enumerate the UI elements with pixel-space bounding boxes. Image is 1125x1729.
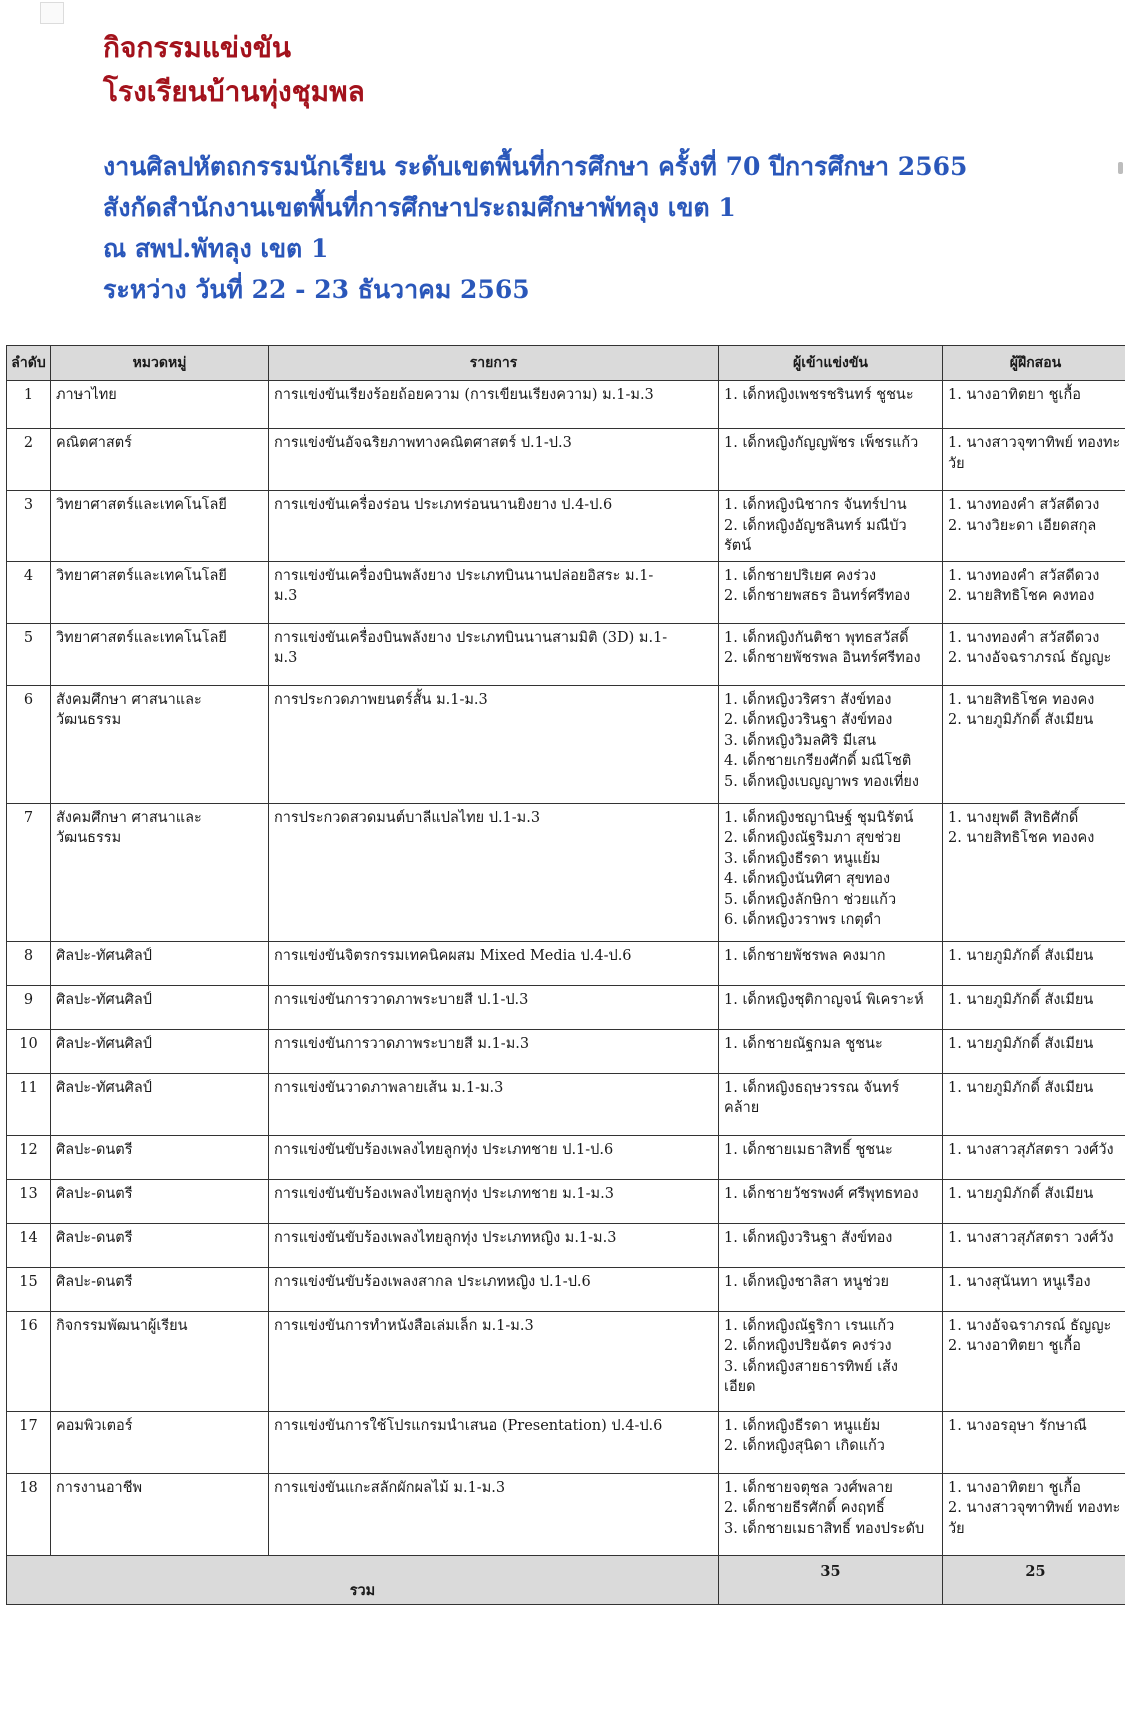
category-cell: ศิลปะ-ดนตรี: [51, 1179, 269, 1223]
competitors-cell-line: 4. เด็กชายเกรียงศักดิ์ มณีโชติ: [724, 753, 912, 769]
row-number: 10: [7, 1029, 51, 1073]
teachers-cell-line: 1. นางทองคำ สวัสดีดวง: [948, 629, 1100, 646]
competitors-cell: [719, 1179, 943, 1223]
corner-placeholder-box: [40, 2, 64, 24]
competitors-cell-line: 1. เด็กชายจตุชล วงศ์พลาย: [724, 1479, 893, 1496]
competitors-cell-line: 6. เด็กหญิงวราพร เกตุดำ: [724, 912, 882, 928]
teachers-cell: [943, 561, 1125, 623]
table-row: [7, 1135, 1125, 1179]
competitors-cell-line: 2. เด็กชายพสธร อินทร์ศรีทอง: [724, 588, 911, 604]
category-cell: วิทยาศาสตร์และเทคโนโลยี: [51, 491, 269, 562]
competitors-cell-line: 2. เด็กชายธีรศักดิ์ คงฤทธิ์: [724, 1500, 885, 1516]
item-cell: [269, 561, 719, 623]
item-cell: [269, 1311, 719, 1411]
teachers-cell-line: 2. นางอัจฉราภรณ์ ธัญญะ: [948, 650, 1112, 666]
item-cell-line: การแข่งขันการวาดภาพระบายสี ม.1-ม.3: [274, 1035, 530, 1052]
competitors-cell: [719, 623, 943, 685]
row-number: 7: [7, 803, 51, 941]
teachers-cell: [943, 1179, 1125, 1223]
competitors-cell: [719, 1073, 943, 1135]
table-row: [7, 803, 1125, 941]
teachers-cell-line: 2. นายสิทธิโชค คงทอง: [948, 588, 1095, 604]
item-cell: [269, 1029, 719, 1073]
competitors-cell: [719, 381, 943, 429]
competitors-cell-line: 1. เด็กชายเมธาสิทธิ์ ชูชนะ: [724, 1141, 893, 1158]
category-cell: ศิลปะ-ทัศนศิลป์: [51, 941, 269, 985]
competitors-cell-line: 3. เด็กชายเมธาสิทธิ์ ทองประดับ: [724, 1520, 925, 1537]
item-cell: [269, 985, 719, 1029]
item-cell-line: การแข่งขันเครื่องบินพลังยาง ประเภทบินนานสามมิติ (3D) ม.1-: [274, 629, 668, 646]
competitors-cell-line: 1. เด็กชายวัชรพงศ์ ศรีพุทธทอง: [724, 1185, 919, 1202]
competitors-cell-line: 2. เด็กหญิงณัฐริมภา สุขช่วย: [724, 830, 901, 846]
competitors-cell-line: 1. เด็กชายปริเยศ คงร่วง: [724, 567, 877, 584]
teachers-cell-line: วัย: [948, 1520, 965, 1537]
item-cell-line: การแข่งขันแกะสลักผักผลไม้ ม.1-ม.3: [274, 1479, 506, 1496]
event-line-4: ระหว่าง วันที่ 22 - 23 ธันวาคม 2565: [103, 275, 530, 304]
table-row: [7, 1311, 1125, 1411]
col-header-competitors: ผู้เข้าแข่งขัน: [719, 346, 943, 381]
event-line-2: สังกัดสำนักงานเขตพื้นที่การศึกษาประถมศึกษาพัทลุง เขต 1: [103, 193, 736, 222]
item-cell: [269, 1223, 719, 1267]
competitors-cell-line: 3. เด็กหญิงธีรดา หนูแย้ม: [724, 850, 881, 867]
row-number: 15: [7, 1267, 51, 1311]
teachers-cell-line: 2. นางอาทิตยา ชูเกื้อ: [948, 1338, 1081, 1354]
title-line-2: โรงเรียนบ้านทุ่งชุมพล: [103, 75, 365, 108]
item-cell: [269, 1473, 719, 1555]
competitors-cell: [719, 1267, 943, 1311]
teachers-cell-line: 2. นางสาวจุฑาทิพย์ ทองทะ: [948, 1500, 1121, 1516]
competitors-cell: [719, 429, 943, 491]
category-cell: ศิลปะ-ทัศนศิลป์: [51, 985, 269, 1029]
teachers-cell-line: 1. นางสาวสุภัสตรา วงศ์วัง: [948, 1141, 1114, 1158]
competitors-cell: [719, 985, 943, 1029]
competitors-cell-line: คล้าย: [724, 1100, 760, 1116]
item-cell: [269, 429, 719, 491]
row-number: 4: [7, 561, 51, 623]
competitors-cell: [719, 1411, 943, 1473]
teachers-cell: [943, 1073, 1125, 1135]
teachers-cell: [943, 491, 1125, 562]
item-cell-line: การประกวดสวดมนต์บาลีแปลไทย ป.1-ม.3: [274, 809, 541, 826]
teachers-cell-line: 1. นายภูมิภักดิ์ สังเมียน: [948, 1185, 1094, 1202]
competitors-cell-line: 3. เด็กหญิงสายธารทิพย์ เส้ง: [724, 1358, 898, 1375]
item-cell-line: การแข่งขันจิตรกรรมเทคนิคผสม Mixed Media ป.4-ป.6: [274, 947, 632, 964]
competitors-cell: [719, 941, 943, 985]
edge-mark: [1118, 162, 1123, 174]
competitors-cell-line: 1. เด็กหญิงชุติกาญจน์ พิเคราะห์: [724, 991, 924, 1008]
item-cell-line: การแข่งขันวาดภาพลายเส้น ม.1-ม.3: [274, 1079, 504, 1096]
table-row: [7, 1029, 1125, 1073]
competitors-cell: [719, 491, 943, 562]
table-row: [7, 941, 1125, 985]
competitors-cell-line: 1. เด็กหญิงณัฐริกา เรนแก้ว: [724, 1317, 895, 1334]
competitors-cell-line: 2. เด็กชายพัชรพล อินทร์ศรีทอง: [724, 650, 921, 666]
competitors-cell-line: 2. เด็กหญิงอัญชลินทร์ มณีบัว: [724, 517, 907, 534]
item-cell-line: การแข่งขันขับร้องเพลงสากล ประเภทหญิง ป.1-ป.6: [274, 1273, 591, 1290]
item-cell-line: การแข่งขันขับร้องเพลงไทยลูกทุ่ง ประเภทชาย ป.1-ป.6: [274, 1141, 614, 1158]
competitors-cell-line: 1. เด็กหญิงชญานิษฐ์ ชุมนิรัตน์: [724, 809, 914, 826]
table-row: [7, 623, 1125, 685]
category-cell: ศิลปะ-ดนตรี: [51, 1223, 269, 1267]
item-cell-line: การแข่งขันเครื่องร่อน ประเภทร่อนนานยิงยาง ป.4-ป.6: [274, 497, 613, 513]
table-row: [7, 1073, 1125, 1135]
table-row: [7, 985, 1125, 1029]
teachers-cell-line: 1. นายภูมิภักดิ์ สังเมียน: [948, 991, 1094, 1008]
teachers-cell-line: 2. นายสิทธิโชค ทองคง: [948, 830, 1095, 846]
category-cell: สังคมศึกษา ศาสนาและวัฒนธรรม: [51, 803, 269, 941]
competitors-cell-line: 1. เด็กหญิงกันติชา พุทธสวัสดิ์: [724, 629, 909, 646]
teachers-cell-line: วัย: [948, 455, 965, 472]
item-cell-line: การแข่งขันเครื่องบินพลังยาง ประเภทบินนานปล่อยอิสระ ม.1-: [274, 567, 654, 584]
competitors-cell-line: 2. เด็กหญิงวรินฐา สังข์ทอง: [724, 712, 893, 728]
teachers-cell: [943, 381, 1125, 429]
category-cell: ศิลปะ-ดนตรี: [51, 1135, 269, 1179]
teachers-cell: [943, 1029, 1125, 1073]
row-number: 18: [7, 1473, 51, 1555]
teachers-cell-line: 1. นางทองคำ สวัสดีดวง: [948, 567, 1100, 584]
row-number: 11: [7, 1073, 51, 1135]
item-cell: [269, 381, 719, 429]
teachers-cell-line: 1. นางสาวจุฑาทิพย์ ทองทะ: [948, 435, 1121, 451]
school-title: [103, 26, 365, 114]
table-header-row: [7, 346, 1125, 381]
competitors-cell: [719, 1311, 943, 1411]
teachers-cell-line: 1. นางสาวสุภัสตรา วงศ์วัง: [948, 1229, 1114, 1246]
category-cell: ภาษาไทย: [51, 381, 269, 429]
category-cell: ศิลปะ-ทัศนศิลป์: [51, 1029, 269, 1073]
item-cell-line: การแข่งขันอัจฉริยภาพทางคณิตศาสตร์ ป.1-ป.3: [274, 435, 572, 451]
competitors-cell: [719, 685, 943, 803]
teachers-cell-line: 1. นางอรอุษา รักษาณี: [948, 1417, 1087, 1434]
item-cell: [269, 685, 719, 803]
competitors-cell: [719, 1029, 943, 1073]
teachers-cell: [943, 1135, 1125, 1179]
title-line-1: กิจกรรมแข่งขัน: [103, 31, 291, 64]
teachers-cell: [943, 429, 1125, 491]
table-row: [7, 1267, 1125, 1311]
competitors-cell-line: 1. เด็กชายณัฐกมล ชูชนะ: [724, 1035, 883, 1052]
competitors-cell-line: 3. เด็กหญิงวิมลศิริ มีเสน: [724, 732, 877, 749]
row-number: 13: [7, 1179, 51, 1223]
item-cell-line: การแข่งขันขับร้องเพลงไทยลูกทุ่ง ประเภทชาย ม.1-ม.3: [274, 1185, 614, 1202]
item-cell-line: การประกวดภาพยนตร์สั้น ม.1-ม.3: [274, 691, 488, 708]
total-competitors: 35: [719, 1555, 943, 1604]
item-cell: [269, 1135, 719, 1179]
row-number: 16: [7, 1311, 51, 1411]
item-cell-line: การแข่งขันเรียงร้อยถ้อยความ (การเขียนเรียงความ) ม.1-ม.3: [274, 387, 654, 403]
competitors-cell-line: 1. เด็กหญิงเพชรชรินทร์ ชูชนะ: [724, 387, 914, 403]
competitors-cell-line: รัตน์: [724, 538, 752, 554]
teachers-cell-line: 1. นายภูมิภักดิ์ สังเมียน: [948, 947, 1094, 964]
item-cell: [269, 491, 719, 562]
item-cell: [269, 803, 719, 941]
competitors-cell-line: 1. เด็กหญิงธีรดา หนูแย้ม: [724, 1417, 881, 1434]
results-table: [6, 345, 1125, 1605]
teachers-cell-line: 1. นางอาทิตยา ชูเกื้อ: [948, 1479, 1081, 1496]
row-number: 6: [7, 685, 51, 803]
competitors-cell-line: 2. เด็กหญิงสุนิดา เกิดแก้ว: [724, 1438, 885, 1454]
table-row: [7, 429, 1125, 491]
competitors-cell-line: 1. เด็กหญิงนิชากร จันทร์ปาน: [724, 497, 907, 513]
item-cell-line: การแข่งขันการวาดภาพระบายสี ป.1-ป.3: [274, 991, 529, 1008]
row-number: 14: [7, 1223, 51, 1267]
category-cell: วิทยาศาสตร์และเทคโนโลยี: [51, 561, 269, 623]
teachers-cell-line: 1. นายภูมิภักดิ์ สังเมียน: [948, 1035, 1094, 1052]
competitors-cell-line: 1. เด็กหญิงวรินฐา สังข์ทอง: [724, 1229, 893, 1246]
col-header-item: รายการ: [269, 346, 719, 381]
table-row: [7, 1411, 1125, 1473]
teachers-cell: [943, 941, 1125, 985]
item-cell-line: การแข่งขันการทำหนังสือเล่มเล็ก ม.1-ม.3: [274, 1317, 534, 1334]
item-cell: [269, 941, 719, 985]
competitors-cell-line: 1. เด็กหญิงกัญญพัชร เพ็ชรแก้ว: [724, 435, 919, 451]
category-cell: คณิตศาสตร์: [51, 429, 269, 491]
event-info: [103, 146, 967, 310]
col-header-teachers: ผู้ฝึกสอน: [943, 346, 1125, 381]
teachers-cell-line: 1. นางยุพดี สิทธิศักดิ์: [948, 809, 1079, 826]
teachers-cell: [943, 1411, 1125, 1473]
item-cell: [269, 1073, 719, 1135]
teachers-cell-line: 1. นางทองคำ สวัสดีดวง: [948, 497, 1100, 513]
table-row: [7, 1223, 1125, 1267]
row-number: 5: [7, 623, 51, 685]
competitors-cell-line: 4. เด็กหญิงนันทิศา สุขทอง: [724, 871, 891, 887]
item-cell-line: การแข่งขันการใช้โปรแกรมนำเสนอ (Presentation) ป.4-ป.6: [274, 1417, 663, 1434]
category-cell: ศิลปะ-ดนตรี: [51, 1267, 269, 1311]
teachers-cell: [943, 985, 1125, 1029]
teachers-cell: [943, 685, 1125, 803]
competitors-cell-line: เอียด: [724, 1379, 756, 1395]
event-line-1: งานศิลปหัตถกรรมนักเรียน ระดับเขตพื้นที่การศึกษา ครั้งที่ 70 ปีการศึกษา 2565: [103, 152, 968, 181]
table-row: [7, 1473, 1125, 1555]
row-number: 8: [7, 941, 51, 985]
teachers-cell: [943, 803, 1125, 941]
competitors-cell: [719, 561, 943, 623]
item-cell-line: การแข่งขันขับร้องเพลงไทยลูกทุ่ง ประเภทหญิง ม.1-ม.3: [274, 1229, 617, 1246]
teachers-cell: [943, 1267, 1125, 1311]
item-cell: [269, 1179, 719, 1223]
competitors-cell: [719, 1223, 943, 1267]
table-row: [7, 491, 1125, 562]
teachers-cell-line: 1. นางสุนันทา หนูเรือง: [948, 1273, 1091, 1290]
teachers-cell-line: 1. นายภูมิภักดิ์ สังเมียน: [948, 1079, 1094, 1096]
teachers-cell-line: 1. นางอัจฉราภรณ์ ธัญญะ: [948, 1317, 1112, 1334]
teachers-cell: [943, 1311, 1125, 1411]
competitors-cell-line: 1. เด็กหญิงชาลิสา หนูช่วย: [724, 1273, 890, 1290]
competitors-cell-line: 5. เด็กหญิงลักษิกา ช่วยแก้ว: [724, 891, 897, 908]
row-number: 12: [7, 1135, 51, 1179]
item-cell: [269, 623, 719, 685]
competitors-cell: [719, 803, 943, 941]
event-line-3: ณ สพป.พัทลุง เขต 1: [103, 234, 329, 263]
item-cell: [269, 1411, 719, 1473]
teachers-cell-line: 1. นางอาทิตยา ชูเกื้อ: [948, 387, 1081, 403]
row-number: 9: [7, 985, 51, 1029]
row-number: 3: [7, 491, 51, 562]
row-number: 1: [7, 381, 51, 429]
category-cell: กิจกรรมพัฒนาผู้เรียน: [51, 1311, 269, 1411]
category-cell: สังคมศึกษา ศาสนาและวัฒนธรรม: [51, 685, 269, 803]
table-row: [7, 381, 1125, 429]
table-row: [7, 685, 1125, 803]
total-row: [7, 1555, 1125, 1604]
row-number: 2: [7, 429, 51, 491]
total-label: รวม: [7, 1555, 719, 1604]
item-cell-line: ม.3: [274, 650, 298, 666]
competitors-cell: [719, 1135, 943, 1179]
table-row: [7, 1179, 1125, 1223]
row-number: 17: [7, 1411, 51, 1473]
competitors-cell: [719, 1473, 943, 1555]
total-teachers: 25: [943, 1555, 1125, 1604]
competitors-cell-line: 1. เด็กหญิงธฤษวรรณ จันทร์: [724, 1079, 900, 1096]
competitors-cell-line: 5. เด็กหญิงเบญญาพร ทองเที่ยง: [724, 773, 919, 790]
teachers-cell: [943, 1473, 1125, 1555]
competitors-cell-line: 1. เด็กหญิงวริศรา สังข์ทอง: [724, 691, 892, 708]
table-row: [7, 561, 1125, 623]
category-cell: คอมพิวเตอร์: [51, 1411, 269, 1473]
teachers-cell-line: 2. นายภูมิภักดิ์ สังเมียน: [948, 712, 1094, 728]
teachers-cell-line: 2. นางวิยะดา เอียดสกุล: [948, 517, 1097, 534]
item-cell-line: ม.3: [274, 588, 298, 604]
col-header-no: ลำดับ: [7, 346, 51, 381]
category-cell: ศิลปะ-ทัศนศิลป์: [51, 1073, 269, 1135]
teachers-cell: [943, 1223, 1125, 1267]
item-cell: [269, 1267, 719, 1311]
category-cell: วิทยาศาสตร์และเทคโนโลยี: [51, 623, 269, 685]
teachers-cell-line: 1. นายสิทธิโชค ทองคง: [948, 691, 1095, 708]
category-cell: การงานอาชีพ: [51, 1473, 269, 1555]
teachers-cell: [943, 623, 1125, 685]
competitors-cell-line: 1. เด็กชายพัชรพล คงมาก: [724, 947, 886, 964]
competitors-cell-line: 2. เด็กหญิงปริยฉัตร คงร่วง: [724, 1338, 892, 1354]
col-header-category: หมวดหมู่: [51, 346, 269, 381]
